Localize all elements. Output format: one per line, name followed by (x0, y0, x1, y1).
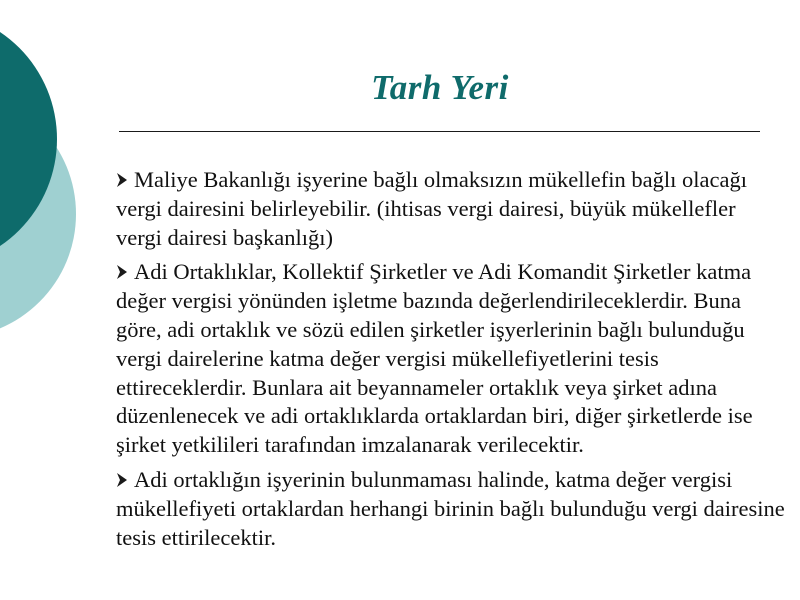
bullet-text: Maliye Bakanlığı işyerine bağlı olmaksızın mükellefin bağlı olacağı vergi dairesini belirleyebilir. (ihtisas vergi dairesi, büyük mükellefler vergi dairesi başkanlığı) (116, 167, 747, 250)
bullet-text: Adi Ortaklıklar, Kollektif Şirketler ve Adi Komandit Şirketler katma değer vergisi yönünden işletme bazında değerlendirileceklerdir. Buna göre, adi ortaklık ve sözü edilen şirketler işyerlerinin bağlı bulunduğu vergi dairelerine katma değer vergisi mükellefiyetlerini tesis ettireceklerdir. Bunlara ait beyannameler ortaklık veya şirket adına düzenlenecek ve adi ortaklıklarda ortaklardan biri, diğer şirketlerde ise şirket yetkilileri tarafından imzalanarak verilecektir. (116, 259, 753, 458)
slide-title: Tarh Yeri (371, 68, 509, 107)
arrowhead-bullet-icon (116, 472, 128, 488)
bullet-item (116, 466, 786, 552)
bullet-text: Adi ortaklığın işyerinin bulunmaması halinde, katma değer vergisi mükellefiyeti ortaklardan herhangi birinin bağlı bulunduğu vergi dairesine tesis ettirilecektir. (116, 466, 785, 550)
slide-body (116, 166, 786, 558)
bullet-item (116, 258, 786, 460)
bullet-item (116, 166, 786, 252)
title-divider (119, 131, 760, 132)
arrowhead-bullet-icon (116, 172, 128, 188)
decorative-circles (0, 0, 120, 360)
arrowhead-bullet-icon (116, 264, 128, 280)
